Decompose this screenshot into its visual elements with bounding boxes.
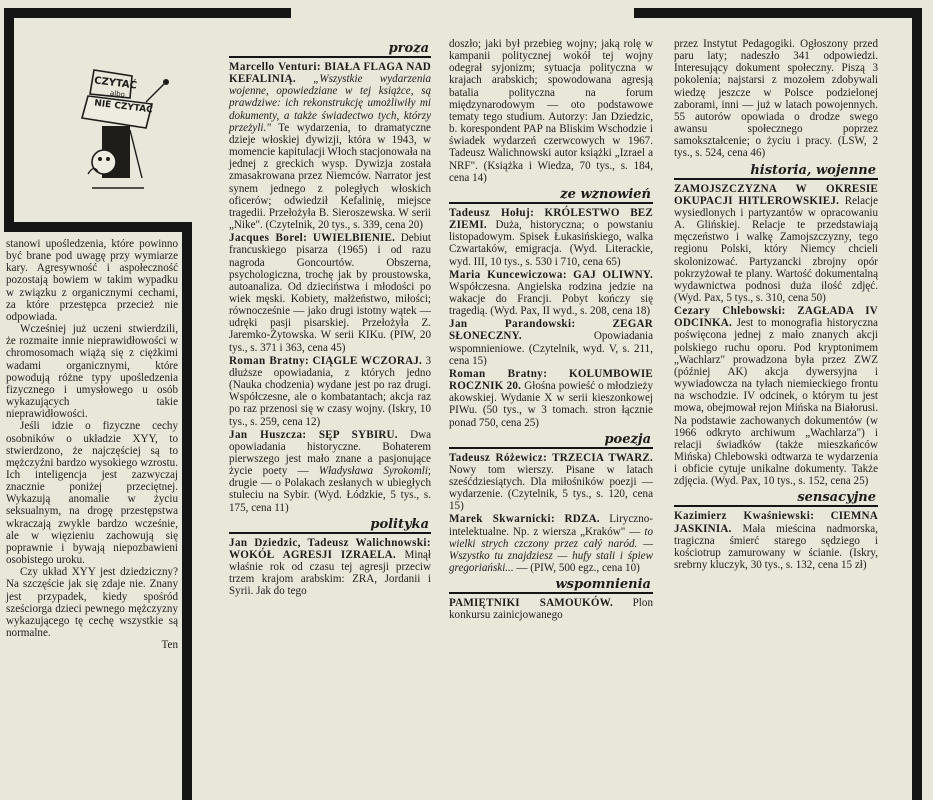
czytac-logo bbox=[80, 66, 172, 194]
book-entry bbox=[449, 513, 653, 574]
section-historia-wojenne: historia, wojenne bbox=[674, 163, 878, 180]
description: 3 dłuższe opowiadania, z których jedno (Nauka chodzenia) wydane jest po raz drugi. Współczesne, ale o kombatantach; akcja raz po raz przenosi się w czasy wojny. (Iskry, 10 tys., s. 259, cena 12) bbox=[229, 354, 431, 428]
section-wspomnienia: wspomnienia bbox=[449, 577, 653, 594]
description: Debiut francuskiego pisarza (1965) i od razu nagroda Goncourtów. Obszerna, psychologiczna, trochę jak by proustowska, autoanaliza. Od dzieciństwa i młodości po wiek męski. Kobiety, małżeństwo, miłości; równocześnie — jako drugi istotny wątek — udręki pasji pisarskiej. Przełożyła Z. Jaremko-Żytowska. W serii KIKu. (PIW, 20 tys., s. 371 i 363, cena 45) bbox=[229, 232, 431, 354]
book-title: BIAŁA FLAGA NAD KEFALINIĄ. bbox=[229, 61, 431, 86]
description: Plon konkursu zainicjowanego bbox=[449, 597, 653, 622]
book-title: CIEMNA JASKINIA. bbox=[674, 510, 878, 535]
left-paragraph-4 bbox=[6, 566, 178, 651]
quote: „Wszystkie wydarzenia wojenne, opowiedziane w tej książce, są prawdziwe: ich rekonstrukcję umożliwiły mi dokumenty, a także świadectwo tych, którzy przeżyli." bbox=[229, 73, 431, 134]
continued-paragraph: przez Instytut Pedagogiki. Ogłoszony przed paru laty; nadeszło 341 odpowiedzi. Interesujący dokument społeczny. Piszą 3 pokolenia; najstarsi z mozołem zdobywali wiedzę jeszcze w Polsce podzielonej zaborami, inni — już w latach powojennych. 55 autorów opowiada o drodze swego awansu społecznego poprzez samokształcenie; o życiu i pracy. (LSW, 2 tys., s. 524, cena 46) bbox=[674, 38, 878, 160]
left-paragraph-2: Wcześniej już uczeni stwierdzili, że rozmaite innie nieprawidłowości w chromosomach wiążą się z ciężkimi wadami organicznymi, które powodują różne typy upośledzenia fizycznego i umysłowego u osób wykazujących takie nieprawidłowości. bbox=[6, 323, 178, 421]
description: Głośna powieść o młodzieży akowskiej. Wydanie X w serii kieszonkowej PIWu. (50 tys., w 3 tomach. stron łącznie ponad 750, cena 25) bbox=[449, 380, 653, 429]
author: Tadeusz Hołuj: bbox=[449, 206, 535, 219]
book-entry bbox=[449, 269, 653, 318]
book-entry bbox=[449, 207, 653, 268]
book-title: TRZECIA TWARZ. bbox=[552, 451, 653, 464]
book-entry bbox=[229, 537, 431, 598]
book-title: ZAGŁADA IV ODCINKA. bbox=[674, 305, 879, 330]
description: Liryczno-intelektualne. Np. z wiersza „Kraków" — bbox=[449, 513, 653, 538]
left-continuation: Ten bbox=[161, 639, 178, 652]
section-poezja: poezja bbox=[449, 432, 653, 449]
author: Maria Kuncewiczowa: bbox=[449, 268, 567, 281]
frame-rule-right-vertical bbox=[912, 8, 922, 800]
author: Cezary Chlebowski: bbox=[674, 305, 786, 318]
column-three bbox=[449, 38, 653, 623]
poet-name: Władysława Syrokomli bbox=[318, 465, 428, 478]
book-entry bbox=[229, 355, 431, 428]
column-left bbox=[6, 238, 178, 651]
book-entry bbox=[229, 61, 431, 231]
book-entry bbox=[229, 232, 431, 354]
author: Jan Dziedzic, Tadeusz Walichnowski: bbox=[229, 536, 431, 549]
description: Duża, historyczna; o powstaniu listopadowym. Spisek Łukasińskiego, walka Czwartaków, emigracja. (Wyd. Literackie, wyd. III, 10 tys., s. 530 i 710, cena 65) bbox=[449, 219, 653, 268]
logo-line-1: CZYTAĆ bbox=[93, 75, 138, 92]
section-sensacyjne: sensacyjne bbox=[674, 490, 878, 507]
logo-line-3: NIE CZYTAĆ bbox=[93, 98, 154, 116]
column-two bbox=[229, 38, 431, 599]
logo-line-2: albo bbox=[109, 89, 126, 99]
description-cont: — (PIW, 500 egz., cena 10) bbox=[516, 562, 640, 575]
book-title: KRÓLESTWO BEZ ZIEMI. bbox=[449, 206, 654, 232]
book-entry bbox=[449, 597, 653, 621]
quote: to wielki strych czczony przez całý naród. — Wszystko tu znajdziesz — hufy stali i śpiew gregoriański... bbox=[449, 525, 653, 575]
frame-rule-top-left bbox=[4, 8, 291, 18]
book-title: WOKÓŁ AGRESJI IZRAELA. bbox=[229, 548, 396, 561]
description: Dwa opowiadania historyczne. Bohaterem pierwszego jest mało znane a pasjonujące życie poety — bbox=[229, 428, 432, 478]
book-title: ZAMOJSZCZYZNA W OKRESIE OKUPACJI HITLEROWSKIEJ. bbox=[674, 182, 878, 207]
description: Relacje wysiedlonych i partyzantów w opracowaniu A. Glińskiej. Relacje te przedstawiają męczeństwo i walkę Zamojszczyzny, tego regionu Polski, który Niemcy chcieli skolonizować. Partyzancki zbrojny opór pokrzyżował te plany. Wartość dokumentalną wydawnictwa podnosi duża ilość zdjęć. (Wyd. Pax, 5 tys., s. 310, cena 50) bbox=[674, 194, 878, 304]
author: Tadeusz Różewicz: bbox=[449, 451, 548, 464]
author: Kazimierz Kwaśniewski: bbox=[674, 510, 815, 523]
description: Opowiadania wspomnieniowe. (Czytelnik, wyd. V, s. 211, cena 15) bbox=[449, 330, 653, 367]
book-entry bbox=[674, 510, 878, 571]
description: Minął właśnie rok od czasu tej agresji przeciw trzem krajom arabskim: ZRA, Jordanii i Syrii. Jak do tego bbox=[229, 548, 431, 598]
book-title: GAJ OLIWNY. bbox=[573, 268, 653, 281]
author: Marcello Venturi: bbox=[229, 61, 321, 73]
frame-rule-left-step bbox=[4, 222, 188, 232]
continued-paragraph: doszło; jaki był przebieg wojny; jaką rolę w kampanii politycznej wokół tej wojny odegrał syjonizm; sytuacja polityczna w krajach arabskich; spowodowana agresją batalia polityczna na forum międzynarodowym — oto podstawowe tematy tego studium. Autorzy: Jan Dziedzic, b. korespondent PAP na Bliskim Wschodzie i świadek wydarzeń czerwcowych w 1967. Tadeusz Walichnowski autor książki „Izrael a NRF". (Książka i Wiedza, 70 tys., s. 184, cena 14) bbox=[449, 38, 653, 184]
left-paragraph-3: Jeśli idzie o fizyczne cechy osobników o układzie XYY, to stwierdzono, że najczęściej są to mężczyźni bardzo wysokiego wzrostu. Ich inteligencja jest zazwyczaj znacznie poniżej przeciętnej. Wykazują anomalie w życiu seksualnym, na drogę przestępstwa wkraczają zwykle bardzo wcześnie, ale w więzieniu zachowują się poprawnie i bywają niepozbawieni osobistego uroku. bbox=[6, 420, 178, 567]
author: Jan Huszcza: bbox=[229, 428, 307, 441]
book-entry bbox=[449, 318, 653, 367]
left-paragraph-1: stanowi upośledzenia, które powinno być brane pod uwagę przy wymiarze kary. Agresywność i aspołeczność pozostają bowiem w takim wypadku w związku z organicznymi cechami, za które przestępca przecież nie odpowiada. bbox=[6, 238, 178, 323]
book-title: KOLUMBOWIE ROCZNIK 20. bbox=[449, 367, 653, 393]
frame-rule-left-vertical bbox=[4, 8, 14, 224]
column-four bbox=[674, 38, 878, 572]
author: Roman Bratny: bbox=[449, 367, 548, 380]
frame-rule-center-vertical bbox=[182, 222, 192, 800]
book-title: ZEGAR SŁONECZNY. bbox=[449, 318, 653, 343]
description: Jest to monografia historyczna poświęcona jednej z mało znanych akcji polskiego ruchu oporu. Pod kryptonimem „Wachlarz" prowadzona była przez ZWZ (później AK) akcja dywersyjna i wywiadowcza na tyłach niemieckiego frontu na wschodzie. IV odcinek, o którym tu jest mowa, obejmował rejon Mińska na Białorusi. Na podstawie zachowanych dokumentów (w 1966 odkryto archiwum „Wachlarza") i relacji świadków (także mieszkańców Mińska) Chlebowski odtwarza te wydarzenia i obficie cytuje unikalne dokumenty. Także zdjęcia. (Wyd. Pax, 10 tys., s. 152, cena 25) bbox=[674, 317, 878, 488]
author: Roman Bratny: bbox=[229, 354, 310, 367]
author: Jacques Borel: bbox=[229, 232, 308, 245]
frame-rule-top-right bbox=[634, 8, 921, 18]
book-entry bbox=[449, 452, 653, 513]
book-entry bbox=[674, 305, 878, 487]
description: Mała mieścina nadmorska, tragiczna śmierć starego sędziego i kościotrup zamurowany w ścianie. (Iskry, srebrny kluczyk, 30 tys., s. 132, cena 15 zł) bbox=[674, 522, 878, 572]
description-cont: ; drugie — o Polakach zesłanych w ubiegłych stuleciu na Sybir. (Wyd. Łódzkie, 5 tys., s. 175, cena 11) bbox=[229, 465, 431, 514]
left-paragraph-4-text: Czy układ XYY jest dziedziczny? Na szczęście jak się zdaje nie. Znany jest przypadek, kiedy spośród sześciorga dzieci pewnego mężczyzny wykazującego tę cechę wszystkie są normalne. bbox=[6, 566, 178, 639]
book-title: SĘP SYBIRU. bbox=[318, 428, 398, 441]
description: Nowy tom wierszy. Pisane w latach sześćdziesiątych. Dla miłośników poezji — wydarzenie. (Czytelnik, 5 tys., s. 120, cena 15) bbox=[449, 463, 653, 513]
book-entry bbox=[674, 183, 878, 305]
book-title: CIĄGLE WCZORAJ. bbox=[312, 354, 423, 367]
description: Te wydarzenia, to dramatyczne dzieje włoskiej dywizji, która w 1943, w momencie kapitulacji Włoch stacjonowała na jednej z greckich wysp. Dywizja została zmasakrowana przez Niemców. Narrator jest synem jednego z poległych włoskich oficerów; odwiedził Kefalinię, miejsce tragedii. Przełożyła B. Sieroszewska. W serii „Nike". (Czytelnik, 20 tys., s. 339, cena 20) bbox=[229, 121, 431, 232]
section-ze-wznowien: ze wznowień bbox=[449, 187, 653, 204]
description: Współczesna. Angielska rodzina jedzie na wakacje do Francji. Pobyt kończy się tragedią. (Wyd. Pax, II wyd., s. 208, cena 18) bbox=[449, 280, 653, 318]
book-title: PAMIĘTNIKI SAMOUKÓW. bbox=[449, 597, 613, 610]
author: Jan Parandowski: bbox=[449, 318, 576, 331]
section-proza: proza bbox=[229, 41, 431, 58]
book-title: RDZA. bbox=[564, 513, 600, 526]
section-polityka: polityka bbox=[229, 517, 431, 534]
author: Marek Skwarnicki: bbox=[449, 513, 556, 526]
book-entry bbox=[449, 368, 653, 429]
book-entry bbox=[229, 429, 431, 514]
book-title: UWIELBIENIE. bbox=[312, 232, 396, 245]
